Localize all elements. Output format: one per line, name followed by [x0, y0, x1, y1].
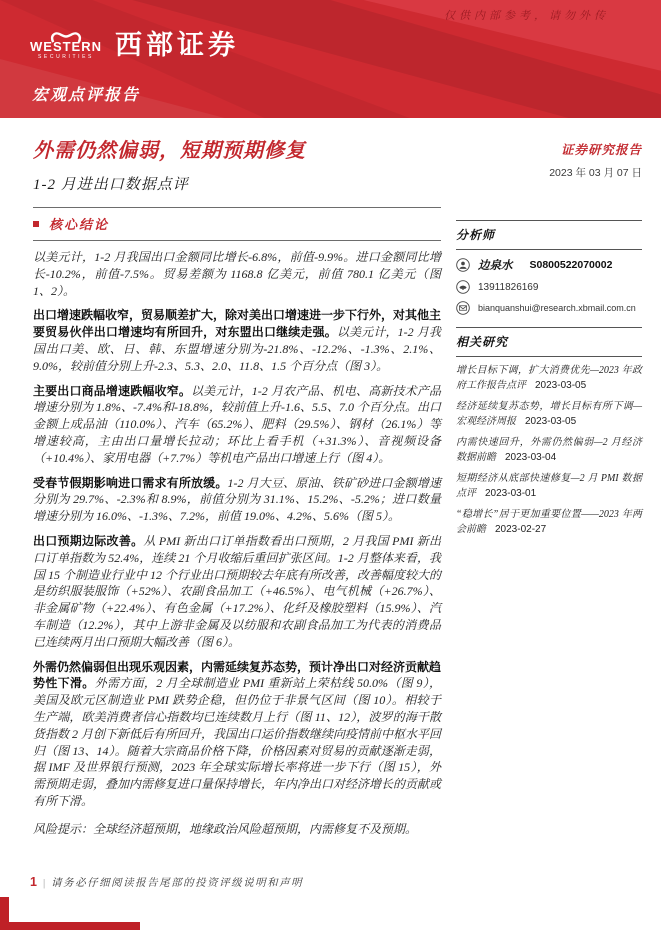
analyst-email-link[interactable]: bianquanshui@research.xbmail.com.cn — [478, 303, 636, 313]
related-research-item — [456, 507, 642, 537]
paragraph-text: 从 PMI 新出口订单指数看出口预期，2 月我国 PMI 新出口订单指数为 52.4%，连续 21 个月收缩后重回扩张区间。1-2 月整体来看，我国 15 个制造业行业中 12 个行业出口预期较去年底有所改善，改善幅度较大的是纺织服装服饰（+52%）、农副食品加工（+46.5%）、电气机械（+26.7%）、非金属矿物（+22.4%）、有色金属（+17.2%）、化纤及橡胶塑料（15.9%）、汽车制造（12.2%），其中上游非金属及以纺服和农副食品加工为代表的消费品已连续两月出口预期大幅改善（图 6）。 — [33, 533, 442, 649]
body-paragraph — [33, 659, 441, 810]
body-paragraph — [33, 533, 441, 651]
header-banner — [0, 0, 661, 118]
related-item-date: 2023-03-05 — [535, 380, 587, 391]
paragraph-lead: 主要出口商品增速跌幅收窄。 — [33, 383, 192, 398]
analyst-email-row — [456, 301, 642, 315]
report-title: 外需仍然偏弱，短期预期修复 — [33, 140, 306, 162]
analyst-phone: 13911826169 — [478, 281, 539, 293]
body-paragraph — [33, 307, 441, 374]
email-icon — [456, 301, 470, 315]
related-item-title: 增长目标下调，扩大消费优先—2023 年政府工作报告点评 — [456, 365, 642, 391]
report-date: 2023 年 03 月 07 日 — [549, 167, 642, 179]
logo-brand-en: WESTERN — [30, 39, 102, 54]
report-subtitle: 1-2 月进出口数据点评 — [33, 177, 189, 193]
related-item-date: 2023-03-05 — [525, 416, 577, 427]
square-bullet-icon — [33, 221, 39, 227]
main-column — [33, 138, 441, 838]
confidential-watermark: 仅供内部参考，请勿外传 — [444, 10, 609, 22]
paragraph-lead: 出口增速跌幅收窄，贸易顺差扩大，除对美出口增速进一步下行外，对其他主要贸易伙伴出口增速均有所回升，对东盟出口继续走强。 — [33, 308, 442, 340]
related-research-item — [456, 435, 642, 465]
analyst-name: 边泉水 — [478, 260, 513, 272]
risk-warning: 风险提示：全球经济超预期，地缘政治风险超预期，内需修复不及预期。 — [33, 821, 418, 836]
company-logo — [30, 30, 239, 60]
related-item-title: 短期经济从底部快速修复—2 月 PMI 数据点评 — [456, 473, 642, 499]
related-item-title: “稳增长”居于更加重要位置——2023 年两会前瞻 — [456, 509, 642, 535]
related-item-title: 经济延续复苏态势，增长目标有所下调—宏观经济周报 — [456, 401, 642, 427]
analyst-cert-number: S0800522070002 — [529, 259, 613, 271]
related-item-date: 2023-03-04 — [505, 452, 557, 463]
footer-divider: | — [42, 877, 46, 889]
person-icon — [456, 258, 470, 272]
paragraph-lead: 出口预期边际改善。 — [33, 533, 144, 548]
sidebar — [456, 140, 642, 537]
paragraph-lead: 受春节假期影响进口需求有所放缓。 — [33, 475, 228, 490]
body-paragraph — [33, 475, 441, 525]
core-conclusion-title: 核心结论 — [49, 217, 110, 232]
paragraph-lead: 外需仍然偏弱但出现乐观因素，内需延续复苏态势，预计净出口对经济贡献趋势性下滑。 — [33, 659, 442, 691]
related-item-title: 内需快速回升，外需仍然偏弱—2 月经济数据前瞻 — [456, 437, 642, 463]
logo-brand-cn: 西部证券 — [115, 29, 239, 60]
paragraph-text: 以美元计，1-2 月农产品、机电、高新技术产品增速分别为 1.8%、-7.4%和-18.8%，较前值上升-1.6、5.5、7.0 个百分点。出口金额上成品油（110.0%）、汽车（65.2%）、肥料（29.5%）、钢材（26.1%）等增速较高，主由出口量增长拉动；环比上看手机（+31.3%）、音视频设备（+10.4%）、家用电器（+7.7%）等机电产品出口增速上行（图 4）。 — [33, 383, 441, 465]
paragraph-text: 以美元计，1-2 月我国出口美、欧、日、韩、东盟增速分别为-21.8%、-12.2%、-1.3%、2.1%、9.0%，较前值分别上升-2.3、5.3、2.0、11.8、1.5 个百分点（图 3）。 — [33, 325, 441, 373]
analyst-phone-row — [456, 280, 642, 294]
report-type-label: 宏观点评报告 — [32, 87, 141, 104]
phone-icon — [456, 280, 470, 294]
summary-paragraph — [33, 249, 441, 299]
paragraph-text: 外需方面，2 月全球制造业 PMI 重新站上荣枯线 50.0%（图 9），美国及欧元区制造业 PMI 跌势企稳，但仍位于非景气区间（图 10）。相较于生产端，欧美消费者信心指数均已连续数月上行（图 11、12），波罗的海干散货指数 2 月创下新低后有所回升，我国出口运价指数继续向疫情前中枢水平回归（图 13、14）。随着大宗商品价格下降，价格因素对贸易的贡献逐渐走弱，据 IMF 及世界银行预测，2023 年全球实际增长率将进一步下行（图 15），外需预期走弱，叠加内需修复进口量保持增长，年内净出口对经济增长的贡献或有所下滑。 — [33, 676, 442, 808]
analyst-name-row — [456, 257, 642, 273]
paragraph-text: 1-2 月大豆、原油、铁矿砂进口金额增速分别为 29.7%、-2.3%和 8.9%，前值分别为 31.1%、15.2%、-5.2%；进口数量增速分别为 16.0%、-1.3%、7.2%，前值 19.0%、4.2%、5.6%（图 5）。 — [33, 475, 441, 524]
logo-brand-sub: SECURITIES — [37, 54, 94, 60]
core-conclusion-header — [33, 207, 441, 241]
page-number: 1 — [30, 875, 37, 889]
page-footer — [30, 875, 303, 890]
report-meta — [456, 140, 642, 180]
analyst-section-title: 分析师 — [456, 220, 642, 250]
footer-disclaimer: 请务必仔细阅读报告尾部的投资评级说明和声明 — [51, 878, 304, 889]
corner-decoration — [0, 897, 140, 930]
related-research-item — [456, 399, 642, 429]
related-research-item — [456, 471, 642, 501]
body-paragraph — [33, 383, 441, 467]
report-category-label: 证券研究报告 — [560, 143, 642, 157]
paragraph-text: 以美元计，1-2 月我国出口金额同比增长-6.8%，前值-9.9%。进口金额同比增长-10.2%，前值-7.5%。贸易差额为 1168.8 亿美元，前值 780.1 亿美元（图 1、2）。 — [33, 250, 441, 298]
related-item-date: 2023-03-01 — [485, 488, 537, 499]
related-research-title: 相关研究 — [456, 327, 642, 357]
logo-western — [30, 30, 102, 60]
related-item-date: 2023-02-27 — [495, 524, 547, 535]
related-research-item — [456, 363, 642, 393]
